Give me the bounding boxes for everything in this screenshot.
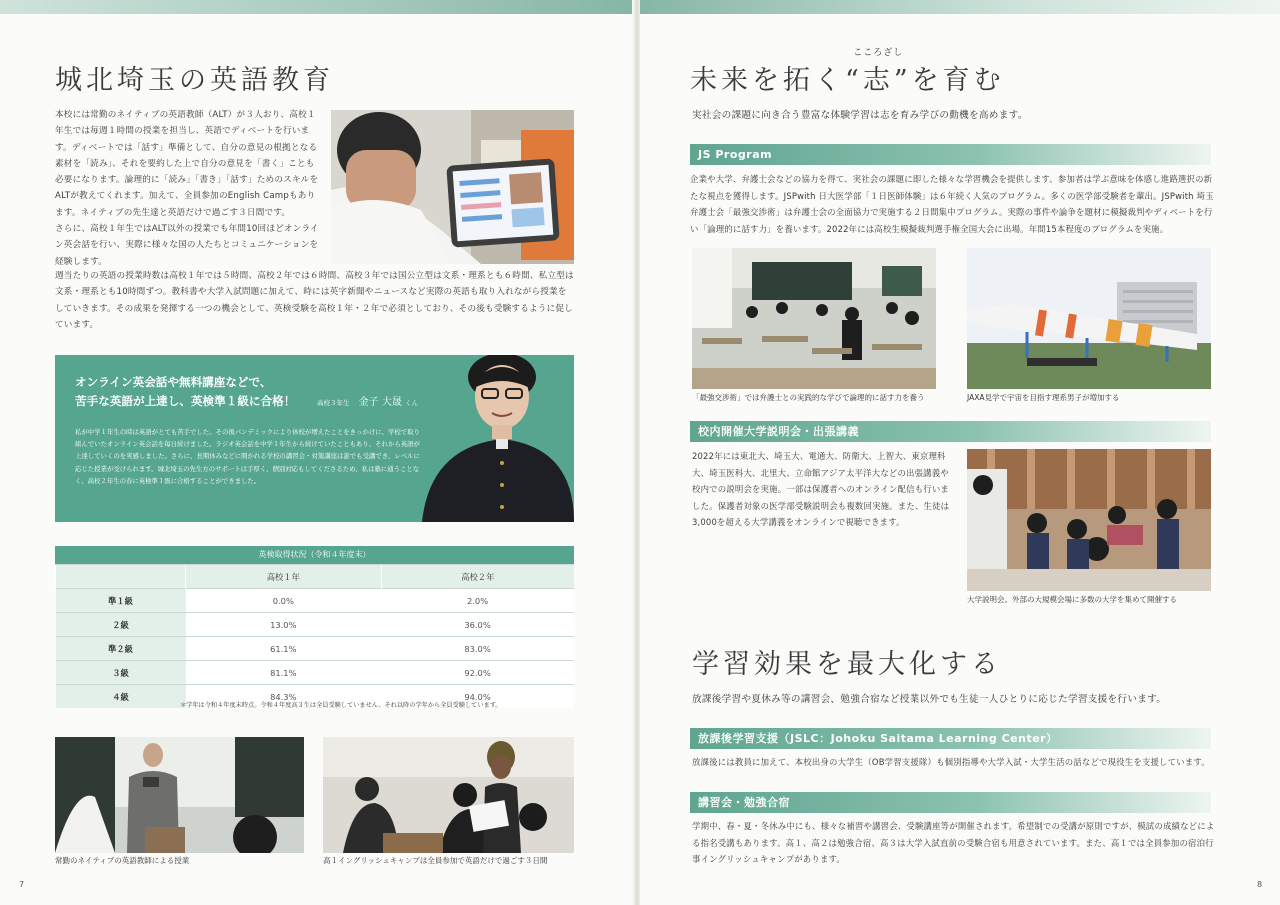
table-note: ＊学年は令和４年度末時点。令和４年度高３生は全員受験していません。それ以降の学年から全員受験しています。 — [180, 702, 502, 709]
jslc-text: 放課後には教員に加えて、本校出身の大学生（OB学習支援隊）も個別指導や大学入試・大学生活の話などで現役生を支援しています。 — [692, 757, 1210, 767]
cell-value: 92.0% — [381, 661, 574, 685]
university-fair-caption: 大学説明会。外部の大規模会場に多数の大学を集めて開催する — [967, 595, 1177, 604]
study-camp-text: 学期中、春・夏・冬休み中にも、様々な補習や講習会、受験講座等が開催されます。希望制での受講が原則ですが、模試の成績などによる指名受講もあります。高１、高２は勉強合宿、高３は大学入試直前の受験合宿も用意されています。また、高１では全員参加の宿泊行事イングリッシュキャンプがあります。 — [692, 821, 1215, 864]
intro-text-top — [55, 107, 321, 270]
university-fair-photo — [967, 449, 1211, 591]
row-label: ４級 — [56, 685, 186, 709]
cell-value: 0.0% — [186, 589, 382, 613]
intro-text-bottom — [55, 268, 574, 333]
student-feature-box — [55, 355, 574, 522]
learning-section-title: 学習効果を最大化する — [692, 649, 1002, 680]
cell-value: 13.0% — [186, 613, 382, 637]
page-number: 7 — [19, 880, 25, 889]
row-label: ３級 — [56, 661, 186, 685]
jaxa-rocket-photo — [967, 248, 1211, 389]
table-header-row — [56, 565, 575, 589]
cell-value: 83.0% — [381, 637, 574, 661]
cell-value: 2.0% — [381, 589, 574, 613]
negotiation-photo-caption: 「最強交渉術」では弁護士との実践的な学びで論理的に話す力を養う — [692, 393, 925, 402]
university-events-heading: 校内開催大学説明会・出張講義 — [690, 421, 1211, 442]
english-camp-photo — [323, 737, 574, 853]
cell-value: 81.1% — [186, 661, 382, 685]
negotiation-class-photo — [692, 248, 936, 389]
jaxa-photo-caption: JAXA見学で宇宙を目指す理系男子が増加する — [967, 393, 1120, 402]
column-header: 高校２年 — [381, 565, 574, 589]
student-tablet-photo — [331, 110, 574, 264]
student-quote: 私が中学１年生の時は英語がとても苦手でした。その後パンデミックにより休校が増えたことをきっかけに、学校で取り組んでいたオンライン英会話を毎日続けました。ラジオ英会話を中学１年生から続けていたこともあり、それから英語が上達していくのを実感しました。さらに、長期休みなどに開かれる学校の講習会・対策講座は誰でも受講でき、レベルに応じた授業が受けられます。城北埼玉の先生方のサポートは手厚く、個別対応もしてくださるため、私は塾に通うことなく、高校２年生の春に英検準１級に合格することができました。 — [75, 428, 420, 485]
left-page — [0, 0, 636, 905]
table-row — [56, 637, 575, 661]
title-ruby: こころざし — [853, 48, 904, 58]
learning-lead: 放課後学習や夏休み等の講習会、勉強合宿など授業以外でも生徒一人ひとりに応じた学習支援を行います。 — [692, 694, 1167, 705]
intro-paragraph: 週当たりの英語の授業時数は高校１年では５時間、高校２年では６時間、高校３年では国公立型は文系・理系とも６時間、私立型は文系・理系とも10時間ずつ。教科書や大学入試問題に加えて、時には英字新聞やニュースなど実際の英語も取り入れながら授業をしていきます。その成果を発揮する一つの機会として、英検受験を高校１年・２年で必須としており、その後も受験するように促しています。 — [55, 271, 574, 330]
table-caption: 英検取得状況（令和４年度末） — [55, 546, 574, 564]
row-label: 準２級 — [56, 637, 186, 661]
university-events-text: 2022年には東北大、埼玉大、電通大、防衛大、上智大、東京理科大、埼玉医科大、北里大、立命館アジア太平洋大などの出張講義や校内での説明会を実施。一部は保護者へのオンライン配信も行いました。保護者対象の医学部受験説明会も複数回実施。また、生徒は3,000を超える大学講義をオンラインで視聴できます。 — [692, 451, 950, 527]
page-number: 8 — [1257, 880, 1263, 889]
js-program-text: 企業や大学、弁護士会などの協力を得て、実社会の課題に即した様々な学習機会を提供します。参加者は学ぶ意味を体感し進路選択の新たな視点を獲得します。JSPwith 日大医学部「１日医師体験」は６年続く人気のプログラム。多くの医学部受験者を輩出。JSPwith 埼玉弁護士会「最強交渉術」は弁護士会の全面協力で実施する２日間集中プログラム。実際の事件や論争を題材に模擬裁判やディベートを行い「論理的に話す力」を養います。2022年には高校生模擬裁判選手権全国大会に出場。年間15本程度のプログラムを実施。 — [690, 174, 1214, 234]
top-accent-bar — [0, 0, 636, 14]
section-lead: 実社会の課題に向き合う豊富な体験学習は志を育み学びの動機を高めます。 — [692, 110, 1028, 121]
row-label: ２級 — [56, 613, 186, 637]
table-row — [56, 589, 575, 613]
jslc-heading: 放課後学習支援（JSLC：Johoku Saitama Learning Center） — [690, 728, 1211, 749]
table-corner-cell — [56, 565, 186, 589]
top-accent-bar — [640, 0, 1280, 14]
feature-headline: オンライン英会話や無料講座などで、 苦手な英語が上達し、英検準１級に合格！ — [75, 375, 296, 408]
study-camp-heading: 講習会・勉強合宿 — [690, 792, 1211, 813]
page-title: 未来を拓く“ こころざし 志”を育む — [690, 58, 1005, 97]
student-name-label: 高校３年生 金子 大晟 くん — [317, 397, 419, 408]
js-program-heading: JS Program — [690, 144, 1211, 165]
intro-paragraph: さらに、高校１年生ではALT以外の授業でも年間10回ほどオンライン英会話を行い、実際に様々な国の人たちとコミュニケーションを経験します。 — [55, 224, 319, 267]
page-title: 城北埼玉の英語教育 — [55, 65, 334, 96]
cell-value: 84.3% — [186, 685, 382, 709]
cell-value: 61.1% — [186, 637, 382, 661]
table-row — [56, 661, 575, 685]
student-portrait — [420, 355, 574, 522]
camp-photo-caption: 高１イングリッシュキャンプは全員参加で英語だけで過ごす３日間 — [323, 856, 548, 865]
row-label: 準１級 — [56, 589, 186, 613]
class-photo-caption: 常勤のネイティブの英語教師による授業 — [55, 856, 190, 865]
right-page — [640, 0, 1280, 905]
eiken-status-table — [55, 546, 574, 708]
table-row — [56, 613, 575, 637]
cell-value: 94.0% — [381, 685, 574, 709]
cell-value: 36.0% — [381, 613, 574, 637]
column-header: 高校１年 — [186, 565, 382, 589]
native-teacher-class-photo — [55, 737, 304, 853]
intro-paragraph: 本校には常勤のネイティブの英語教師（ALT）が３人おり、高校１年生では毎週１時間の授業を担当し、英語でディベートを行います。ディベートでは「話す」準備として、自分の意見の根拠となる素材を「読み」、それを要約した上で自分の意見を「書く」ことも必要になります。論理的に「読み」「書き」「話す」ためのスキルをALTが教えてくれます。加えて、全員参加のEnglish Campもあります。ネイティブの先生達と英語だけで過ごす３日間です。 — [55, 110, 319, 218]
